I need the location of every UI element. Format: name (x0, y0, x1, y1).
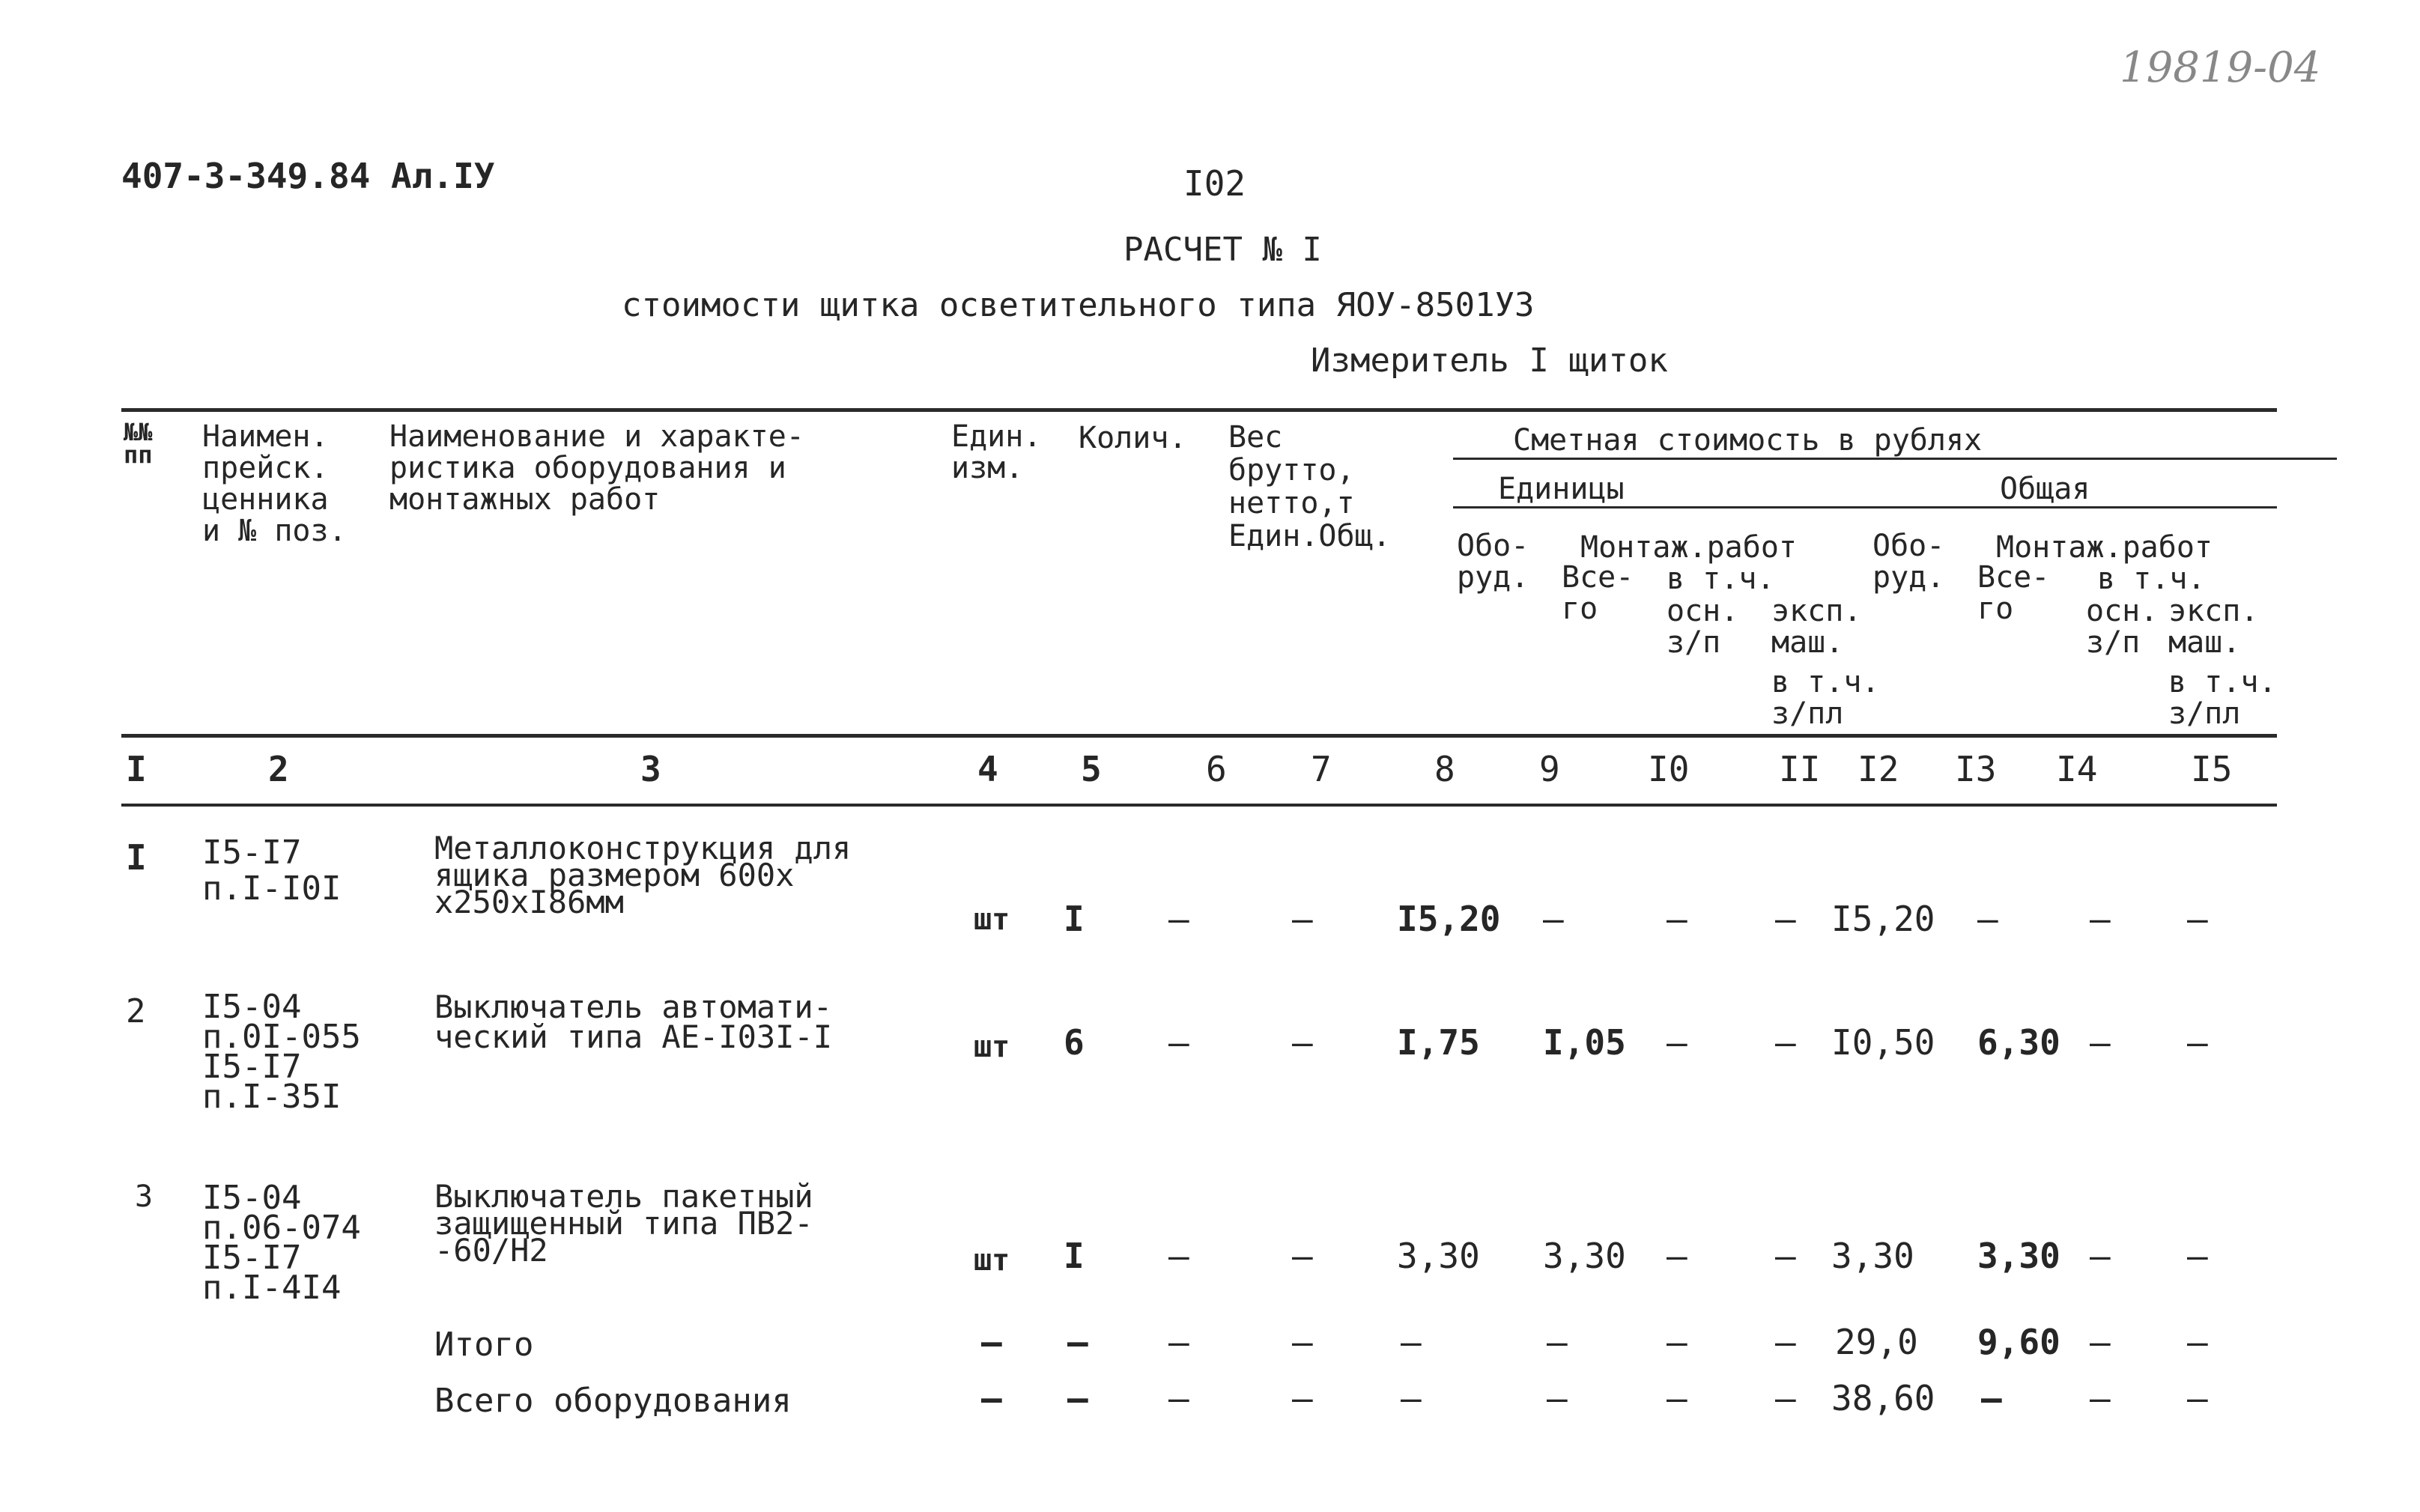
row-1-equipment-unit: I5,20 (1397, 899, 1501, 939)
header-name: Наименование и характе- ристика оборудования и монтажных работ (389, 419, 804, 517)
equipment-total-machine-total: – (2187, 1378, 2208, 1418)
row-2-weight-total: – (1292, 1022, 1313, 1063)
header-including: в т.ч. (1667, 562, 1775, 596)
row-3-name: Выключатель пакетный защищенный типа ПВ2- -60/Н2 (434, 1178, 813, 1269)
row-2-name: Выключатель автомати- ческий типа АЕ-I03I-I (434, 989, 833, 1055)
header-row-number: №№ пп (124, 418, 153, 469)
column-number-10: I0 (1648, 749, 1690, 789)
calculation-subtitle: стоимости щитка осветительного типа ЯОУ-8501УЗ (622, 286, 1535, 324)
header-quantity: Колич. (1079, 421, 1187, 455)
row-3-equipment-total: 3,30 (1831, 1236, 1914, 1276)
row-2-base-salary-total: – (2090, 1022, 2111, 1063)
header-equipment: Обо- руд. (1457, 529, 1529, 595)
equipment-total-unit: – (981, 1378, 1002, 1418)
header-unit-group: Единицы (1453, 472, 1902, 508)
column-number-1: I (126, 749, 147, 789)
row-1-price-code: I5-I7 п.I-I0I (202, 834, 342, 908)
header-total-group: Общая (1872, 472, 2277, 508)
subtotal-unit: – (981, 1322, 1002, 1362)
row-2-machine-total: – (2187, 1022, 2208, 1063)
table-top-rule (121, 408, 2277, 412)
column-number-6: 6 (1206, 749, 1227, 789)
row-2-price-code: I5-04 п.0I-055 I5-I7 п.I-35I (202, 988, 361, 1116)
header-price-code: Наимен. прейск. ценника и № поз. (202, 419, 347, 548)
page-number: I02 (1183, 163, 1246, 204)
row-3-number: 3 (135, 1179, 154, 1214)
column-number-14: I4 (2056, 749, 2098, 789)
subtotal-weight-total: – (1292, 1322, 1313, 1362)
row-3-weight-total: – (1292, 1236, 1313, 1276)
row-2-weight-unit: – (1168, 1022, 1189, 1063)
row-1-equipment-total: I5,20 (1831, 899, 1935, 939)
equipment-total-mounting-unit: – (1547, 1378, 1568, 1418)
row-1-quantity: I (1064, 899, 1085, 939)
header-machine-operation-total: эксп. маш. (2168, 594, 2259, 660)
row-1-machine-unit: – (1775, 899, 1796, 939)
row-3-equipment-unit: 3,30 (1397, 1236, 1480, 1276)
row-1-weight-unit: – (1168, 899, 1189, 939)
column-number-13: I3 (1955, 749, 1997, 789)
header-base-salary-total: осн. з/п (2086, 594, 2159, 660)
column-number-rule (121, 804, 2277, 807)
equipment-total-mounting-total: – (1981, 1378, 2002, 1418)
row-2-machine-unit: – (1775, 1022, 1796, 1063)
row-2-mounting-total: 6,30 (1977, 1022, 2060, 1063)
row-3-machine-total: – (2187, 1236, 2208, 1276)
row-3-machine-unit: – (1775, 1236, 1796, 1276)
subtotal-machine-total: – (2187, 1322, 2208, 1362)
equipment-total-equipment-total: 38,60 (1831, 1378, 1935, 1418)
subtotal-label: Итого (434, 1326, 534, 1364)
row-3-base-salary-unit: – (1667, 1236, 1687, 1276)
header-equipment-total: Обо- руд. (1872, 529, 1945, 595)
header-weight: Вес брутто, нетто,т Един.Общ. (1228, 420, 1391, 553)
row-1-machine-total: – (2187, 899, 2208, 939)
column-number-2: 2 (268, 749, 289, 789)
row-3-mounting-total: 3,30 (1977, 1236, 2060, 1276)
row-2-equipment-unit: I,75 (1397, 1022, 1480, 1063)
column-number-11: II (1779, 749, 1821, 789)
subtotal-mounting-total: 9,60 (1977, 1322, 2060, 1362)
row-2-base-salary-unit: – (1667, 1022, 1687, 1063)
row-1-base-salary-unit: – (1667, 899, 1687, 939)
subtotal-base-salary-unit: – (1667, 1322, 1687, 1362)
row-1-unit: шт (974, 902, 1010, 937)
equipment-total-machine-unit: – (1775, 1378, 1796, 1418)
header-base-salary: осн. з/п (1667, 594, 1739, 660)
equipment-total-weight-unit: – (1168, 1378, 1189, 1418)
column-number-15: I5 (2191, 749, 2233, 789)
row-3-unit: шт (974, 1243, 1010, 1278)
row-1-mounting-total: – (1977, 899, 1998, 939)
measure-unit: Измеритель I щиток (1311, 341, 1668, 380)
column-number-8: 8 (1434, 749, 1455, 789)
column-number-4: 4 (977, 749, 998, 789)
header-bottom-rule (121, 734, 2277, 738)
equipment-total-quantity: – (1067, 1378, 1088, 1418)
row-3-price-code: I5-04 п.06-074 I5-I7 п.I-4I4 (202, 1179, 361, 1307)
header-cost-main: Сметная стоимость в рублях (1453, 423, 2337, 460)
subtotal-machine-unit: – (1775, 1322, 1796, 1362)
row-1-weight-total: – (1292, 899, 1313, 939)
subtotal-equipment-unit: – (1401, 1322, 1422, 1362)
row-2-mounting-unit: I,05 (1543, 1022, 1626, 1063)
header-unit: Един. изм. (951, 419, 1042, 485)
header-including-salary-total: в т.ч. з/пл (2168, 665, 2277, 731)
column-number-12: I2 (1858, 749, 1899, 789)
row-3-quantity: I (1064, 1236, 1085, 1276)
column-number-5: 5 (1081, 749, 1102, 789)
equipment-total-weight-total: – (1292, 1378, 1313, 1418)
column-number-3: 3 (640, 749, 661, 789)
header-including-salary: в т.ч. з/пл (1771, 665, 1880, 731)
calculation-title: РАСЧЕТ № I (1123, 231, 1322, 269)
row-2-quantity: 6 (1064, 1022, 1085, 1063)
row-1-mounting-unit: – (1543, 899, 1564, 939)
column-number-7: 7 (1311, 749, 1332, 789)
equipment-total-base-salary-unit: – (1667, 1378, 1687, 1418)
row-3-base-salary-total: – (2090, 1236, 2111, 1276)
row-1-name: Металлоконструкция для ящика размером 600х х250хI86мм (434, 830, 852, 920)
subtotal-quantity: – (1067, 1322, 1088, 1362)
row-2-number: 2 (126, 992, 146, 1030)
row-3-mounting-unit: 3,30 (1543, 1236, 1626, 1276)
document-code: 407-3-349.84 Ал.IУ (121, 156, 495, 196)
row-3-weight-unit: – (1168, 1236, 1189, 1276)
equipment-total-equipment-unit: – (1401, 1378, 1422, 1418)
header-total: Все- го (1562, 560, 1634, 626)
column-number-9: 9 (1539, 749, 1560, 789)
equipment-total-label: Всего оборудования (434, 1382, 792, 1420)
row-2-equipment-total: I0,50 (1831, 1022, 1935, 1063)
row-2-unit: шт (974, 1030, 1010, 1064)
subtotal-mounting-unit: – (1547, 1322, 1568, 1362)
row-1-number: I (126, 837, 147, 878)
subtotal-equipment-total: 29,0 (1835, 1322, 1918, 1362)
handwritten-number: 19819-04 (2120, 43, 2321, 92)
header-machine-operation: эксп. маш. (1771, 594, 1862, 660)
row-1-base-salary-total: – (2090, 899, 2111, 939)
header-mounting-total: Монтаж.работ (1996, 530, 2213, 565)
subtotal-weight-unit: – (1168, 1322, 1189, 1362)
header-including-total: в т.ч. (2097, 562, 2206, 596)
header-total-all: Все- го (1977, 560, 2050, 626)
equipment-total-base-salary-total: – (2090, 1378, 2111, 1418)
subtotal-base-salary-total: – (2090, 1322, 2111, 1362)
header-mounting: Монтаж.работ (1580, 530, 1797, 565)
